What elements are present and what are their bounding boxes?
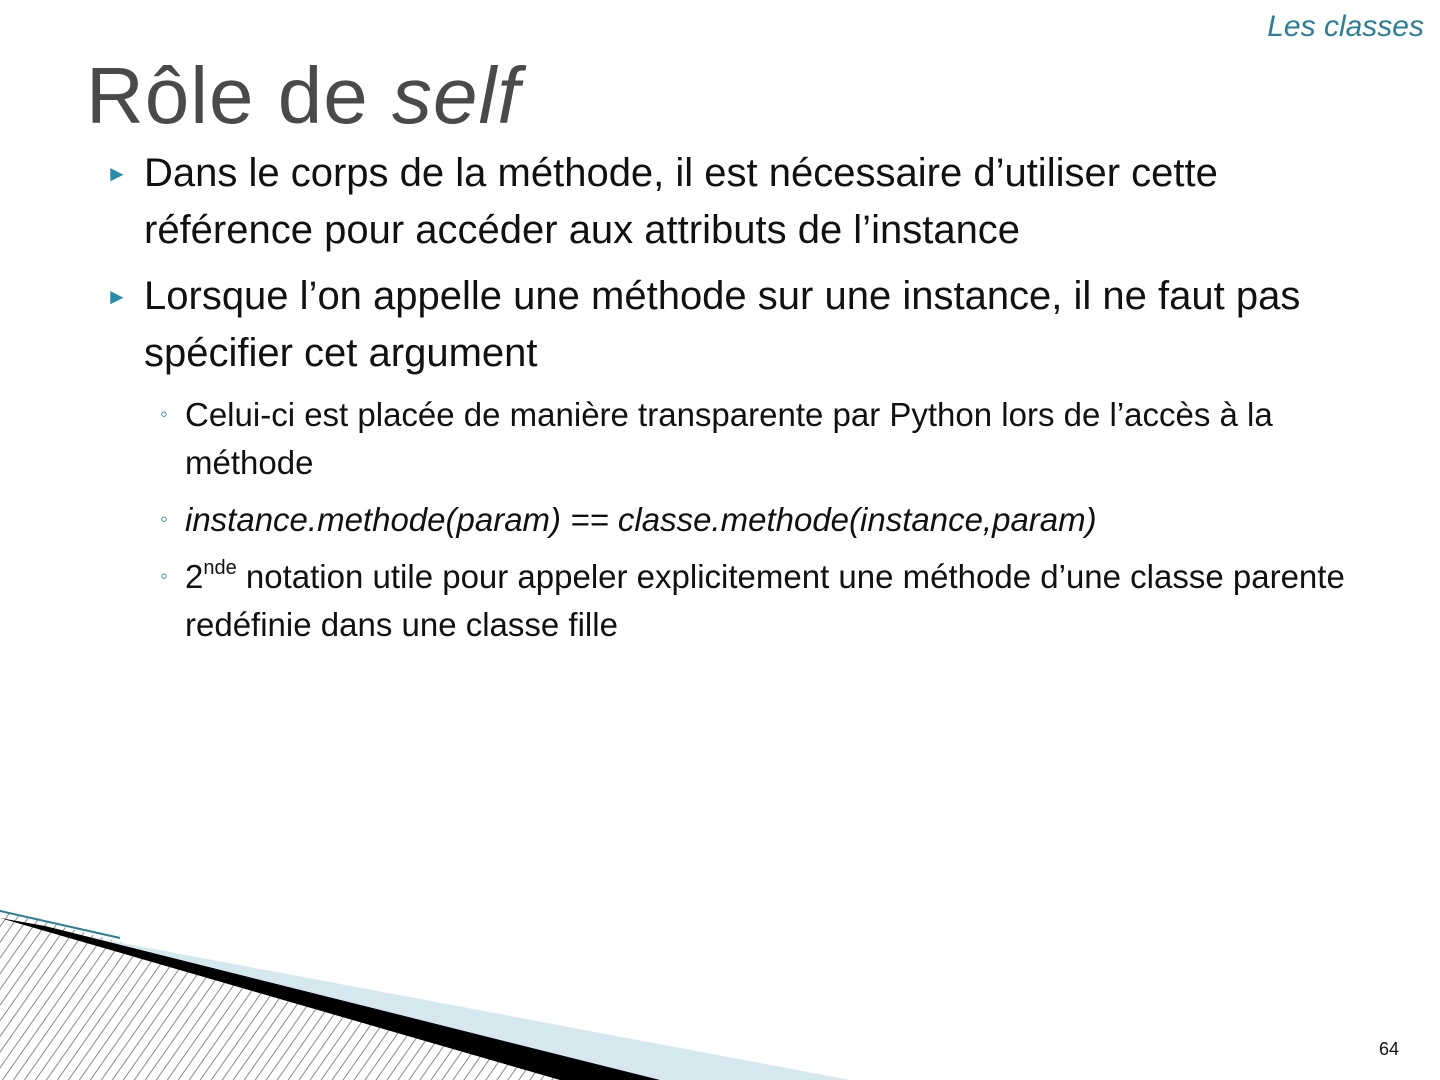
bullet-text: Dans le corps de la méthode, il est nécessaire d’utiliser cette référence pour accéder aux attributs de l’instance <box>144 151 1218 252</box>
sub-bullet-text: notation utile pour appeler explicitement une méthode d’une classe parente redéfinie dans une classe fille <box>185 558 1345 643</box>
sub-bullet-list <box>100 391 1390 649</box>
sub-bullet-item <box>100 553 1390 649</box>
section-label: Les classes <box>1267 10 1424 43</box>
sub-bullet-text: Celui-ci est placée de manière transparente par Python lors de l’accès à la méthode <box>185 396 1273 481</box>
circle-bullet-icon: ◦ <box>160 401 168 426</box>
ordinal-superscript: nde <box>203 557 237 579</box>
triangle-bullet-icon: ► <box>106 284 128 309</box>
sub-bullet-item <box>100 496 1390 544</box>
bullet-text: Lorsque l’on appelle une méthode sur une instance, il ne faut pas spécifier cet argument <box>144 274 1301 375</box>
title-italic-text: self <box>391 51 521 140</box>
slide-title <box>86 52 520 140</box>
triangle-bullet-icon: ► <box>106 161 128 186</box>
circle-bullet-icon: ◦ <box>160 506 168 531</box>
page-number: 64 <box>1378 1039 1399 1059</box>
circle-bullet-icon: ◦ <box>160 563 168 588</box>
sub-bullet-code-text: instance.methode(param) == classe.methode(instance,param) <box>185 501 1097 538</box>
bullet-item <box>100 145 1390 259</box>
ordinal-number: 2 <box>185 558 204 595</box>
title-text: Rôle de <box>86 51 392 140</box>
sub-bullet-item <box>100 391 1390 487</box>
bullet-item <box>100 268 1390 382</box>
slide-content <box>100 145 1390 658</box>
